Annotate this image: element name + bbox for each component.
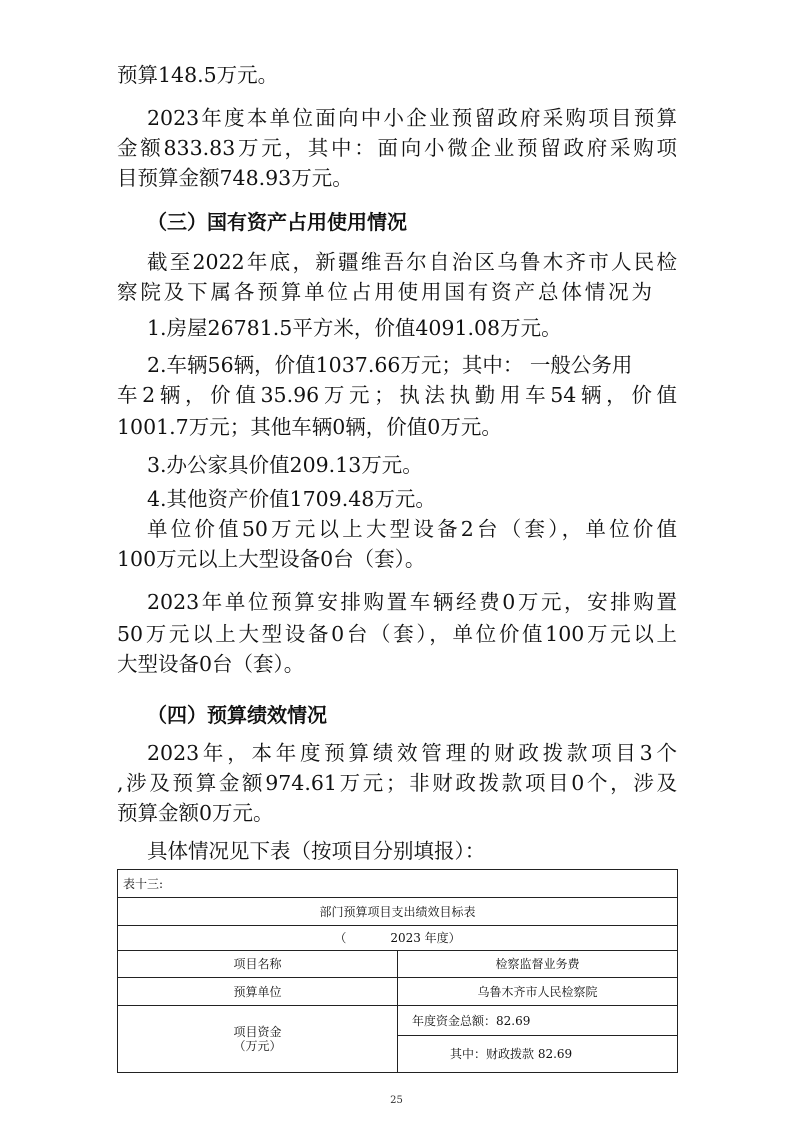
performance-target-table [117, 869, 677, 1072]
paragraph-line: 具体情况见下表（按项目分别填报）： [147, 839, 486, 863]
paragraph-line: 单位价值50万元以上大型设备2台（套），单位价值 [147, 517, 677, 541]
paragraph-line: 大型设备0台（套）。 [117, 652, 305, 676]
paragraph-line: 2023年，本年度预算绩效管理的财政拨款项目3个 [147, 741, 677, 765]
paragraph-line: 1001.7万元；其他车辆0辆，价值0万元。 [117, 415, 502, 439]
paragraph-line: 察院及下属各预算单位占用使用国有资产总体情况为 [117, 280, 652, 304]
paragraph-line: 3.办公家具价值209.13万元。 [147, 453, 423, 477]
paragraph-line: 金额833.83万元，其中：面向小微企业预留政府采购项 [117, 136, 677, 160]
paragraph-line: 预算148.5万元。 [117, 63, 279, 87]
table-year [118, 926, 678, 951]
paragraph-line: 2.车辆56辆，价值1037.66万元；其中： 一般公务用 [147, 353, 633, 377]
fiscal-allocation: 其中：财政拨款 82.69 [398, 1036, 678, 1073]
section-heading: （三）国有资产占用使用情况 [147, 210, 407, 234]
year-open-paren: （ [334, 931, 347, 945]
paragraph-line: 2023年度本单位面向中小企业预留政府采购项目预算 [147, 106, 677, 130]
page-number: 25 [390, 1095, 403, 1106]
paragraph-line: 4.其他资产价值1709.48万元。 [147, 487, 436, 511]
paragraph-line: 100万元以上大型设备0台（套）。 [117, 547, 426, 571]
paragraph-line: 预算金额0万元。 [117, 801, 274, 825]
paragraph-line: ,涉及预算金额974.61万元；非财政拨款项目0个，涉及 [117, 771, 677, 795]
budget-unit-label: 预算单位 [118, 978, 398, 1006]
project-name-value: 检察监督业务费 [398, 951, 678, 978]
year-value: 2023 年度） [390, 931, 461, 945]
paragraph-line: 目预算金额748.93万元。 [117, 166, 353, 190]
paragraph-line: 2023年单位预算安排购置车辆经费0万元，安排购置 [147, 590, 677, 614]
funds-label-line2: （万元） [233, 1039, 282, 1053]
paragraph-line: 车2辆，价值35.96万元；执法执勤用车54辆，价值 [117, 383, 677, 407]
project-name-label: 项目名称 [118, 951, 398, 978]
project-funds-label [118, 1006, 398, 1073]
funds-label-line1: 项目资金 [233, 1025, 282, 1039]
paragraph-line: 1.房屋26781.5平方米，价值4091.08万元。 [147, 316, 562, 340]
budget-unit-value: 乌鲁木齐市人民检察院 [398, 978, 678, 1006]
paragraph-line: 截至2022年底，新疆维吾尔自治区乌鲁木齐市人民检 [147, 250, 677, 274]
table-caption: 表十三: [118, 870, 678, 898]
section-heading: （四）预算绩效情况 [147, 703, 327, 727]
paragraph-line: 50万元以上大型设备0台（套），单位价值100万元以上 [117, 622, 677, 646]
annual-total-funds: 年度资金总额：82.69 [398, 1006, 678, 1036]
table-title: 部门预算项目支出绩效目标表 [118, 898, 678, 926]
